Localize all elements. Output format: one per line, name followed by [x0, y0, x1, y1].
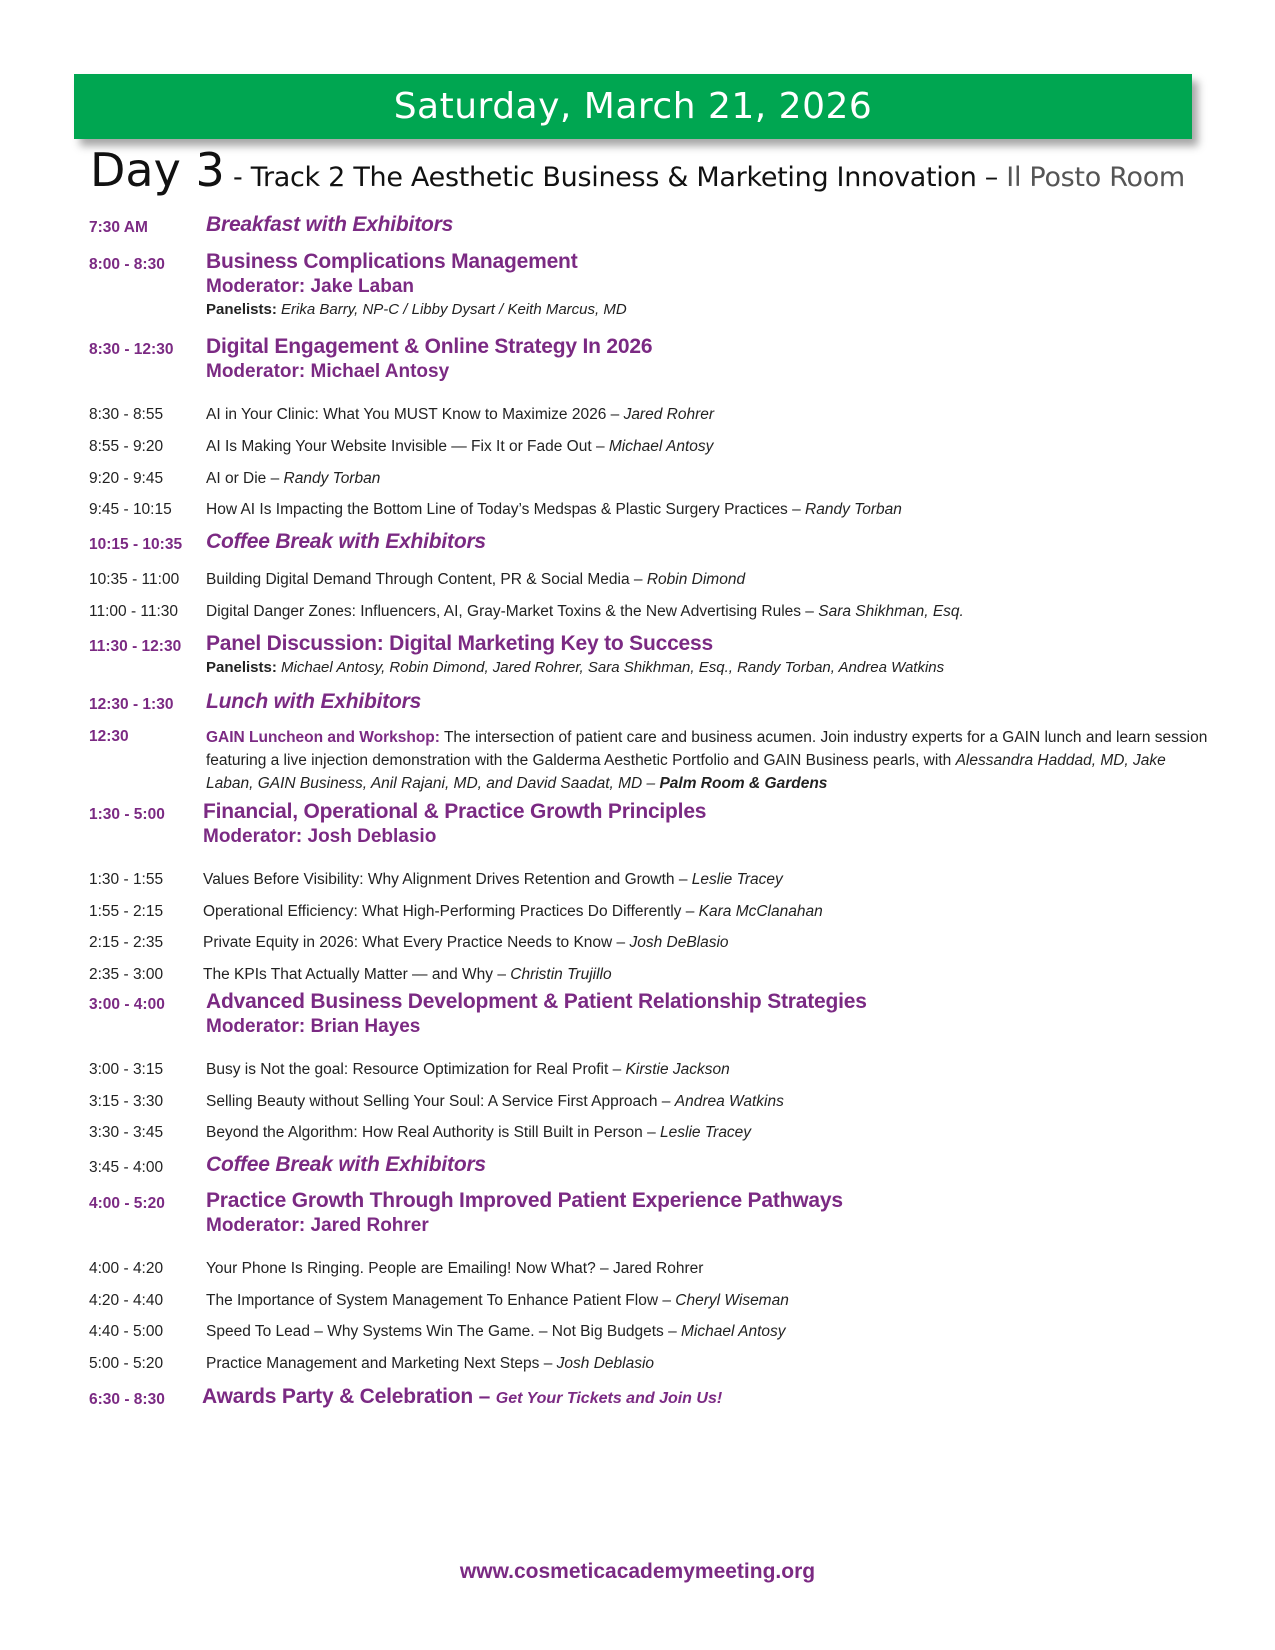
talk-time: 1:30 - 1:55: [89, 871, 164, 888]
talk-time: 4:40 - 5:00: [89, 1323, 164, 1340]
talk-time: 10:35 - 11:00: [89, 571, 180, 588]
session-time: 8:00 - 8:30: [89, 256, 165, 273]
website-link[interactable]: www.cosmeticacademymeeting.org: [459, 1560, 816, 1583]
talk-time: 3:00 - 3:15: [89, 1061, 164, 1078]
talk-speaker: Sara Shikhman, Esq.: [818, 603, 964, 620]
session-time: 6:30 - 8:30: [89, 1391, 165, 1408]
session-title: Awards Party & Celebration –: [202, 1385, 496, 1408]
talk-text: Values Before Visibility: Why Alignment Drives Retention and Growth – Leslie Tracey: [203, 871, 783, 888]
talk-speaker: Christin Trujillo: [510, 966, 612, 983]
gain-location: Palm Room & Gardens: [659, 775, 828, 792]
tickets-link[interactable]: Get Your Tickets and Join Us!: [495, 1390, 723, 1407]
talk-time: 9:20 - 9:45: [89, 470, 164, 487]
session-time: 3:45 - 4:00: [89, 1159, 164, 1176]
talk-time: 2:35 - 3:00: [89, 966, 164, 983]
panelists-names: Michael Antosy, Robin Dimond, Jared Rohrer, Sara Shikhman, Esq., Randy Torban, Andrea Watkins: [276, 659, 945, 676]
panelists-names: Erika Barry, NP-C / Libby Dysart / Keith Marcus, MD: [276, 301, 627, 318]
talk-time: 1:55 - 2:15: [89, 903, 164, 920]
talk-time: 3:30 - 3:45: [89, 1124, 164, 1141]
session-panelists: [206, 659, 1215, 676]
session-title: Panel Discussion: Digital Marketing Key to Success: [206, 632, 713, 655]
talk-text: The KPIs That Actually Matter — and Why – Christin Trujillo: [203, 966, 612, 983]
session-panelists: [206, 301, 1215, 318]
talk-text: Selling Beauty without Selling Your Soul: A Service First Approach – Andrea Watkins: [206, 1093, 784, 1110]
session-time: 10:15 - 10:35: [89, 536, 183, 553]
talk-speaker: Randy Torban: [805, 501, 902, 518]
talk-speaker: Michael Antosy: [681, 1323, 786, 1340]
date-banner: [74, 74, 1192, 139]
session-time: 7:30 AM: [89, 219, 148, 236]
talk-text: How AI Is Impacting the Bottom Line of Today’s Medspas & Plastic Surgery Practices – Randy Torban: [206, 501, 902, 518]
session-time: 12:30 - 1:30: [89, 696, 174, 713]
session-time: 8:30 - 12:30: [89, 341, 174, 358]
date-banner-text: Saturday, March 21, 2026: [393, 86, 873, 127]
talk-speaker: Andrea Watkins: [674, 1093, 784, 1110]
talk-text: Speed To Lead – Why Systems Win The Game. – Not Big Budgets – Michael Antosy: [206, 1323, 786, 1340]
talk-speaker: Robin Dimond: [646, 571, 746, 588]
talk-time: 8:30 - 8:55: [89, 406, 164, 423]
gain-label: GAIN Luncheon and Workshop:: [206, 729, 440, 746]
session-title: Business Complications Management: [206, 250, 578, 273]
talk-speaker: Leslie Tracey: [660, 1124, 752, 1141]
talk-text: Operational Efficiency: What High-Performing Practices Do Differently – Kara McClanahan: [203, 903, 823, 920]
talk-time: 9:45 - 10:15: [89, 501, 172, 518]
talk-text: Building Digital Demand Through Content, PR & Social Media – Robin Dimond: [206, 571, 746, 588]
talk-speaker: Josh Deblasio: [556, 1355, 655, 1372]
session-title: Practice Growth Through Improved Patient Experience Pathways: [206, 1189, 843, 1212]
session-time: 1:30 - 5:00: [89, 806, 165, 823]
talk-text: Private Equity in 2026: What Every Practice Needs to Know – Josh DeBlasio: [203, 934, 729, 951]
session-title: Lunch with Exhibitors: [206, 690, 422, 713]
talk-text: The Importance of System Management To Enhance Patient Flow – Cheryl Wiseman: [206, 1292, 789, 1309]
session-moderator: Moderator: Brian Hayes: [206, 1016, 421, 1037]
talk-text: AI Is Making Your Website Invisible — Fix It or Fade Out – Michael Antosy: [206, 438, 714, 455]
day-label: Day 3: [90, 143, 225, 197]
session-title: Financial, Operational & Practice Growth Principles: [203, 800, 707, 823]
session-moderator: Moderator: Jared Rohrer: [206, 1215, 429, 1236]
talk-time: 11:00 - 11:30: [89, 603, 179, 620]
session-time: 11:30 - 12:30: [89, 638, 182, 655]
track-label: - Track 2 The Aesthetic Business & Marketing Innovation –: [224, 162, 1007, 193]
talk-text: Practice Management and Marketing Next Steps – Josh Deblasio: [206, 1355, 655, 1372]
session-title: Advanced Business Development & Patient Relationship Strategies: [206, 990, 867, 1013]
panelists-label: Panelists:: [206, 659, 277, 676]
talk-text: Your Phone Is Ringing. People are Emailing! Now What? – Jared Rohrer: [206, 1260, 704, 1277]
talk-text: Beyond the Algorithm: How Real Authority is Still Built in Person – Leslie Tracey: [206, 1124, 752, 1141]
room-label: Il Posto Room: [1006, 162, 1185, 193]
gain-speakers: Alessandra Haddad, MD, Jake Laban, GAIN Business, Anil Rajani, MD, and David Saadat, MD –: [206, 752, 1166, 792]
session-time: 4:00 - 5:20: [89, 1195, 165, 1212]
session-moderator: Moderator: Josh Deblasio: [203, 826, 437, 847]
talk-time: 2:15 - 2:35: [89, 934, 164, 951]
talk-speaker: Cheryl Wiseman: [675, 1292, 789, 1309]
session-title: Digital Engagement & Online Strategy In 2026: [206, 335, 653, 358]
session-moderator: Moderator: Michael Antosy: [206, 361, 450, 382]
session-time: 12:30: [89, 728, 129, 745]
talk-time: 8:55 - 9:20: [89, 438, 164, 455]
session-title: Coffee Break with Exhibitors: [206, 1153, 486, 1176]
talk-time: 4:00 - 4:20: [89, 1260, 164, 1277]
talk-speaker: Randy Torban: [283, 470, 381, 487]
session-moderator: Moderator: Jake Laban: [206, 276, 414, 297]
talk-speaker: Michael Antosy: [608, 438, 714, 455]
session-time: 3:00 - 4:00: [89, 996, 165, 1013]
talk-text: Digital Danger Zones: Influencers, AI, Gray-Market Toxins & the New Advertising Rules – Sara Shikhman, Esq.: [206, 603, 964, 620]
talk-text: AI in Your Clinic: What You MUST Know to Maximize 2026 – Jared Rohrer: [206, 406, 715, 423]
talk-speaker: Jared Rohrer: [623, 406, 715, 423]
gain-description: GAIN Luncheon and Workshop: The intersection of patient care and business acumen. Join industry experts for a GAIN lunch and learn session featuring a live injection demonstration with the Galderma Aesthetic Portfolio and GAIN Business pearls, with Alessandra Haddad, MD, Jake Laban, GAIN Business, Anil Rajani, MD, and David Saadat, MD – Palm Room & Gardens: [206, 729, 1208, 792]
talk-speaker: Leslie Tracey: [691, 871, 783, 888]
session-title: Breakfast with Exhibitors: [206, 213, 454, 236]
talk-text: Busy is Not the goal: Resource Optimization for Real Profit – Kirstie Jackson: [206, 1061, 730, 1078]
panelists-label: Panelists:: [206, 301, 277, 318]
page-heading: [90, 143, 1185, 197]
session-title: Coffee Break with Exhibitors: [206, 530, 486, 553]
talk-time: 4:20 - 4:40: [89, 1292, 164, 1309]
talk-speaker: Kara McClanahan: [698, 903, 823, 920]
talk-time: 5:00 - 5:20: [89, 1355, 164, 1372]
talk-text: AI or Die – Randy Torban: [206, 470, 381, 487]
talk-speaker: Josh DeBlasio: [629, 934, 729, 951]
talk-speaker: Kirstie Jackson: [625, 1061, 730, 1078]
talk-time: 3:15 - 3:30: [89, 1093, 164, 1110]
